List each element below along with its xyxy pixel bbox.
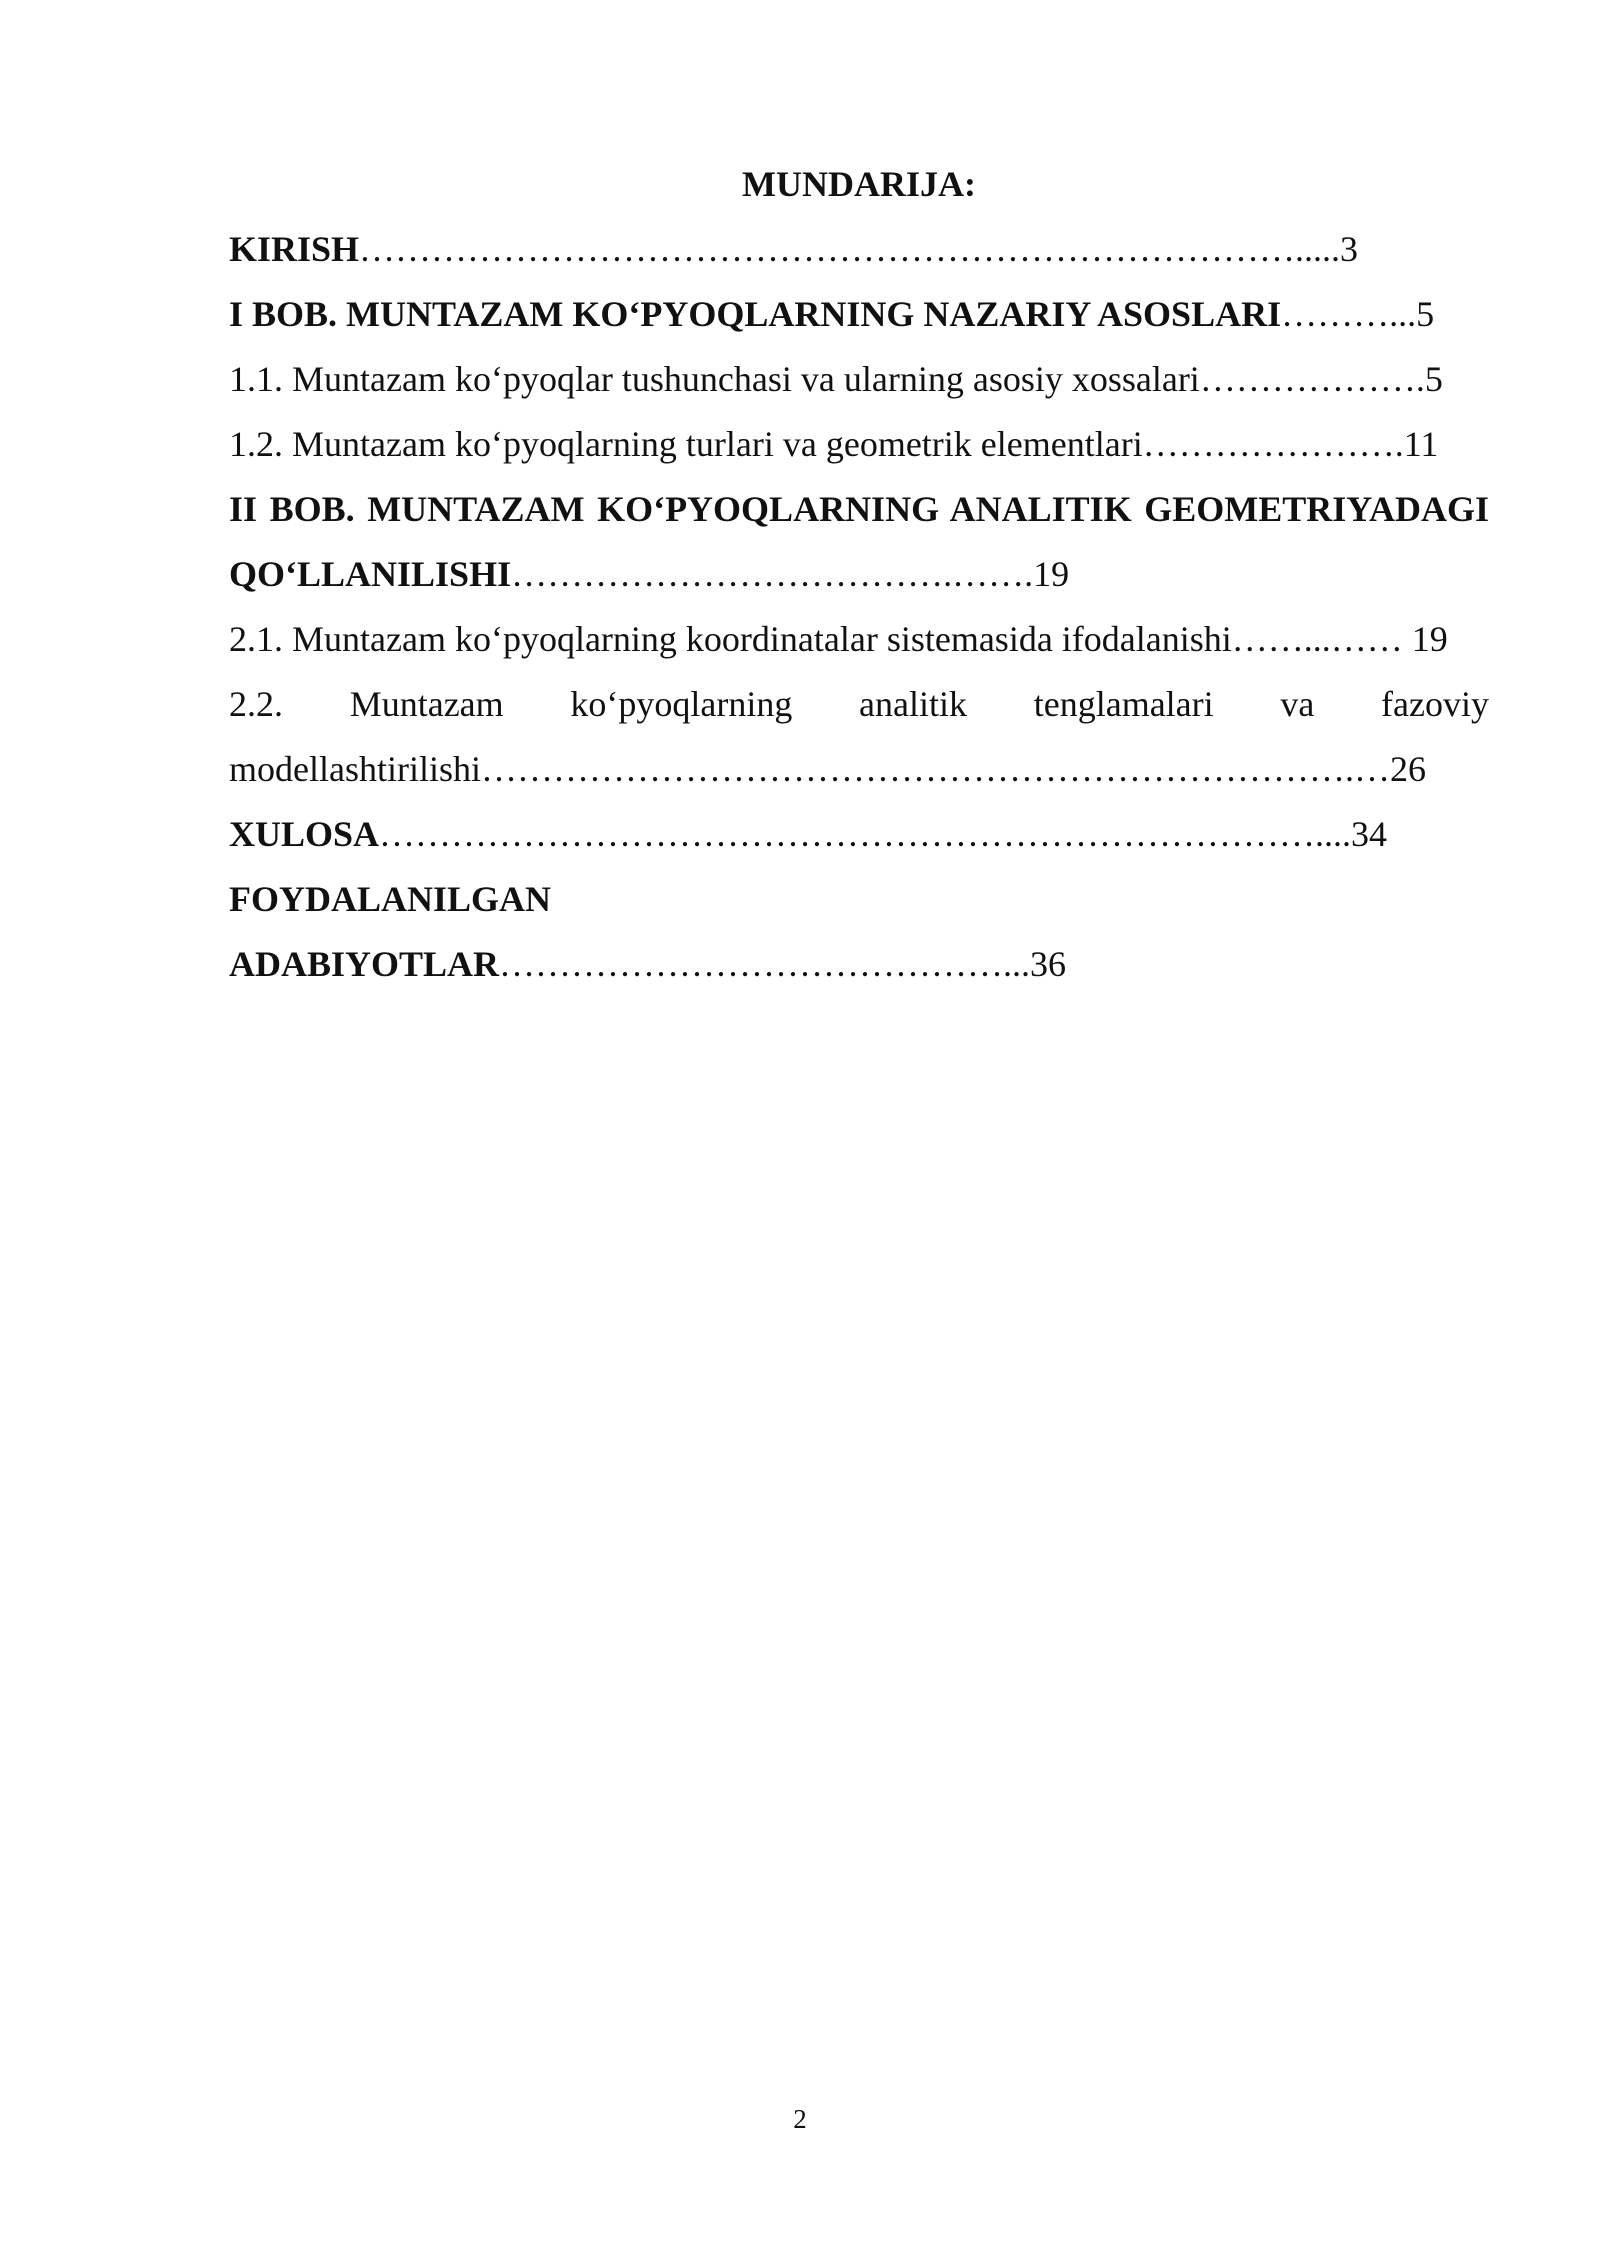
toc-entry-section-2-2[interactable]: [229, 672, 1489, 802]
toc-leader-dots: ……………………………………………………………………....: [379, 814, 1352, 854]
toc-entry-label: KIRISH: [229, 229, 360, 269]
toc-entry-label: 1.1. Muntazam ko‘pyoqlar tushunchasi va ularning asosiy xossalari: [229, 359, 1200, 399]
toc-heading: MUNDARIJA:: [742, 164, 976, 204]
toc-entry-label: 2.1. Muntazam ko‘pyoqlarning koordinatalar sistemasida ifodalanishi: [229, 619, 1232, 659]
toc-page-number: 19: [1411, 619, 1448, 659]
toc-leader-dots: ………………….: [1142, 424, 1404, 464]
toc-leader-dots: ……………….: [1199, 359, 1425, 399]
toc-entry-xulosa[interactable]: [229, 802, 1489, 867]
toc-page-number: 3: [1340, 229, 1359, 269]
toc-entry-references[interactable]: [229, 867, 1179, 997]
toc-page-number: 5: [1424, 359, 1443, 399]
toc-page-number: 26: [1389, 749, 1426, 789]
toc-leader-dots: ……...……: [1231, 619, 1403, 659]
toc-leader-dots: ……………………………………...: [499, 944, 1031, 984]
toc-entry-chapter-2[interactable]: [229, 477, 1489, 607]
toc-page-number: 34: [1351, 814, 1388, 854]
toc-entry-label: II BOB. MUNTAZAM KO‘PYOQLARNING ANALITIK GEOMETRIYADAGI QO‘LLANILISHI: [229, 489, 1489, 594]
toc-page-number: 5: [1416, 294, 1435, 334]
toc-page-number: 36: [1030, 944, 1067, 984]
toc-entry-section-2-1[interactable]: [229, 607, 1489, 672]
page-number: 2: [793, 2104, 807, 2134]
toc-leader-dots: …………………………………………………………………….....: [359, 229, 1341, 269]
toc-leader-dots: ………...: [1281, 294, 1417, 334]
toc-entry-kirish[interactable]: [229, 217, 1489, 282]
toc-entry-label: I BOB. MUNTAZAM KO‘PYOQLARNING NAZARIY ASOSLARI: [229, 294, 1282, 334]
toc-leader-dots: ……………………………………………………………….…: [480, 749, 1390, 789]
toc-entry-label: XULOSA: [229, 814, 380, 854]
toc-entry-label: 2.2. Muntazam ko‘pyoqlarning analitik tenglamalari va fazoviy modellashtirilishi: [229, 684, 1489, 789]
toc-entry-section-1-1[interactable]: [229, 347, 1489, 412]
toc-leader-dots: ……………………………….…….: [511, 554, 1034, 594]
toc-page-number: 11: [1403, 424, 1439, 464]
table-of-contents: [229, 152, 1489, 997]
toc-entry-chapter-1[interactable]: [229, 282, 1489, 347]
toc-entry-label: 1.2. Muntazam ko‘pyoqlarning turlari va geometrik elementlari: [229, 424, 1143, 464]
toc-entry-section-1-2[interactable]: [229, 412, 1489, 477]
toc-entry-label: FOYDALANILGAN ADABIYOTLAR: [229, 879, 552, 984]
toc-page-number: 19: [1033, 554, 1070, 594]
